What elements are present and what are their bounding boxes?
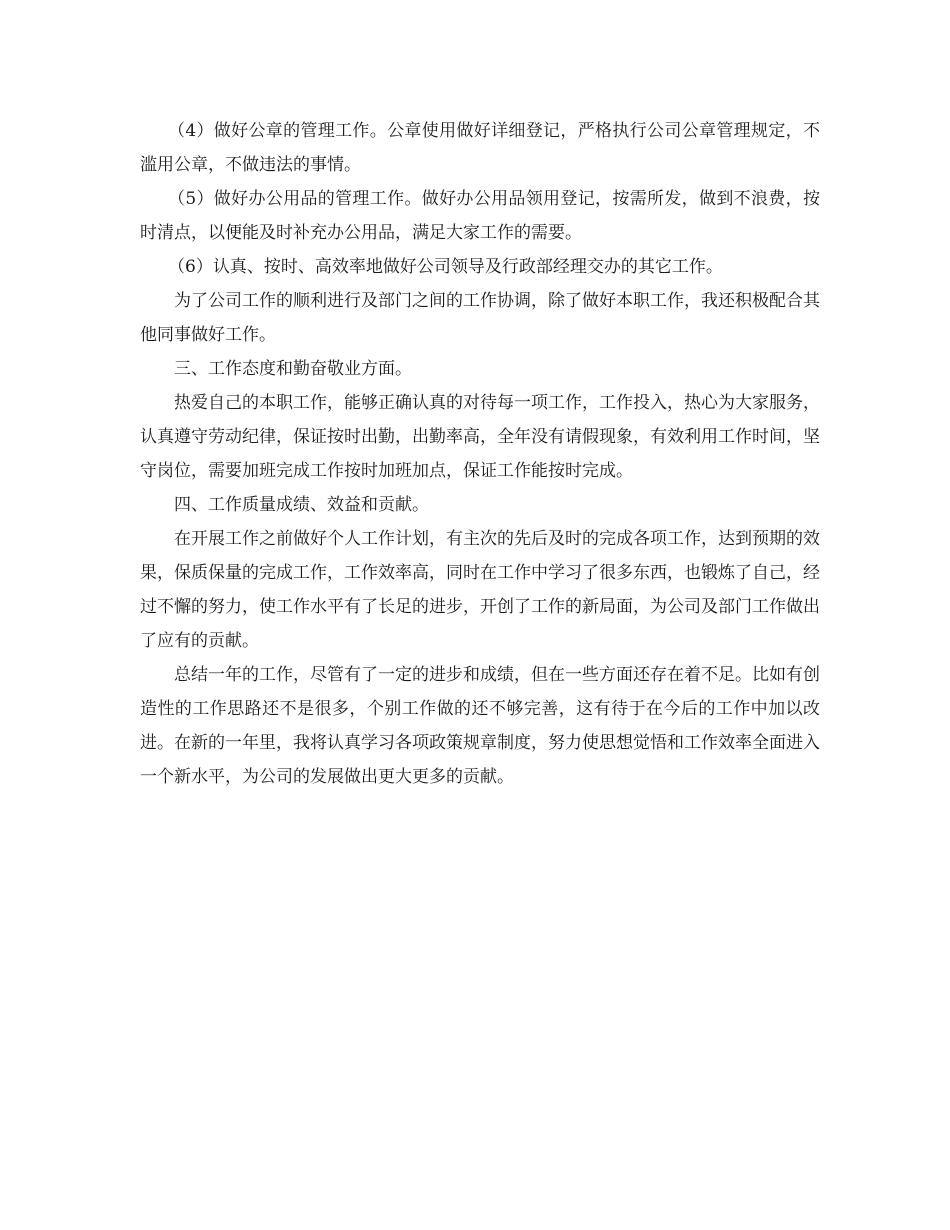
paragraph-attitude: 热爱自己的本职工作，能够正确认真的对待每一项工作，工作投入，热心为大家服务，认真遵守劳动纪律，保证按时出勤，出勤率高，全年没有请假现象，有效利用工作时间，坚守岗位，需要加班完成工作按时加班加点，保证工作能按时完成。 [140, 393, 820, 481]
paragraph-item-6: （6）认真、按时、高效率地做好公司领导及行政部经理交办的其它工作。 [168, 257, 723, 277]
document-body [140, 114, 820, 794]
paragraph-quality: 在开展工作之前做好个人工作计划，有主次的先后及时的完成各项工作，达到预期的效果，保质保量的完成工作，工作效率高，同时在工作中学习了很多东西，也锻炼了自己，经过不懈的努力，使工作水平有了长足的进步，开创了工作的新局面，为公司及部门工作做出了应有的贡献。 [140, 529, 820, 651]
paragraph-summary: 总结一年的工作，尽管有了一定的进步和成绩，但在一些方面还存在着不足。比如有创造性的工作思路还不是很多，个别工作做的还不够完善，这有待于在今后的工作中加以改进。在新的一年里，我将认真学习各项政策规章制度，努力使思想觉悟和工作效率全面进入一个新水平，为公司的发展做出更大更多的贡献。 [140, 665, 820, 787]
section-heading-attitude: 三、工作态度和勤奋敬业方面。 [174, 359, 412, 379]
paragraph-item-5: （5）做好办公用品的管理工作。做好办公用品领用登记，按需所发，做到不浪费，按时清点，以便能及时补充办公用品，满足大家工作的需要。 [140, 189, 820, 243]
section-heading-quality: 四、工作质量成绩、效益和贡献。 [174, 495, 429, 515]
paragraph-cooperation: 为了公司工作的顺利进行及部门之间的工作协调，除了做好本职工作，我还积极配合其他同事做好工作。 [140, 291, 820, 345]
paragraph-item-4: （4）做好公章的管理工作。公章使用做好详细登记，严格执行公司公章管理规定，不滥用公章，不做违法的事情。 [140, 121, 820, 175]
